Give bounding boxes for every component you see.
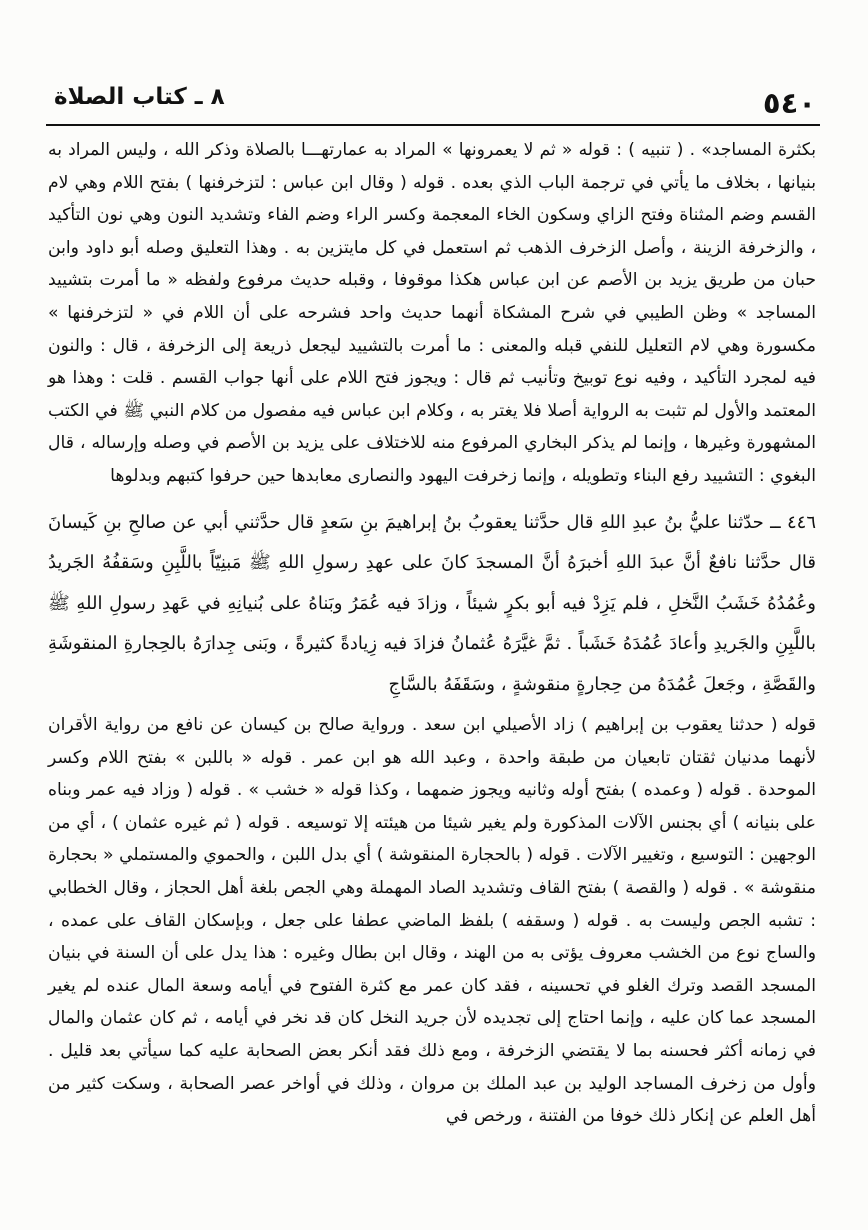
commentary-paragraph: بكثرة المساجد» . ( تنبيه ) : قوله « ثم لا يعمرونها » المراد به عمارتهـــا بالصلاة وذكر الله ، وليس المراد به بنيانها ، بخلاف ما يأتي في ترجمة الباب الذي بعده . قوله ( وقال ابن عباس : لتزخرفنها ) بفتح اللام وهي لام القسم وضم المثناة وفتح الزاي وسكون الخاء المعجمة وكسر الراء وضم الفاء وتشديد النون وهي نون التأكيد ، والزخرفة الزينة ، وأصل الزخرف الذهب ثم استعمل في كل مايتزين به . وهذا التعليق وصله أبو داود وابن حبان من طريق يزيد بن الأصم عن ابن عباس هكذا موقوفا ، وقبله حديث مرفوع ولفظه « ما أمرت بتشييد المساجد » وظن الطيبي في شرح المشكاة أنهما حديث واحد فشرحه على أن اللام في « لتزخرفنها » مكسورة وهي لام التعليل للنفي قبله والمعنى : ما أمرت بالتشييد ليجعل ذريعة إلى الزخرفة ، قال : والنون فيه لمجرد التأكيد ، وفيه نوع توبيخ وتأنيب ثم قال : ويجوز فتح اللام على أنها جواب القسم . قلت : وهذا هو المعتمد والأول لم تثبت به الرواية أصلا فلا يغتر به ، وكلام ابن عباس فيه مفصول من كلام النبي ﷺ في الكتب المشهورة وغيرها ، وإنما لم يذكر البخاري المرفوع منه للاختلاف على يزيد بن الأصم في وصله وإرساله ، قال البغوي : التشييد رفع البناء وتطويله ، وإنما زخرفت اليهود والنصارى معابدها حين حرفوا كتبهم وبدلوها [48, 140, 816, 486]
body-text [48, 134, 816, 1150]
chapter-title: ٨ ـ كتاب الصلاة [54, 84, 225, 110]
hadith-paragraph: ٤٤٦ ــ حدّثنا عليُّ بنُ عبدِ اللهِ قال حدَّثنا يعقوبُ بنُ إبراهيمَ بنِ سَعدٍ قال حدَّثني أبي عن صالحِ بنِ كَيسانَ قال حدَّثنا نافعٌ أنَّ عبدَ اللهِ أخبرَهُ أنَّ المسجدَ كانَ على عهدِ رسولِ اللهِ ﷺ مَبنِيّاً باللَّبِنِ وسَقفُهُ الجَريدُ وعُمُدُهُ خَشَبُ النَّخلِ ، فلم يَزِدْ فيه أبو بكرٍ شيئاً ، وزادَ فيه عُمَرُ وبَناهُ على بُنيانِهِ في عَهدِ رسولِ اللهِ ﷺ باللَّبِنِ والجَريدِ وأعادَ عُمُدَهُ خَشَباً . ثمَّ غيَّرَهُ عُثمانُ فزادَ فيه زِيادةً كثيرةً ، وبَنى جِدارَهُ بالحِجارةِ المنقوشَةِ والقَصَّةِ ، وجَعلَ عُمُدَهُ من حِجارةٍ منقوشةٍ ، وسَقَفَهُ بالسَّاجِ [48, 511, 816, 695]
header-divider [46, 124, 820, 126]
page-number: ٥٤٠ [762, 86, 816, 120]
page-header [50, 78, 816, 124]
commentary-paragraph: قوله ( حدثنا يعقوب بن إبراهيم ) زاد الأصيلي ابن سعد . ورواية صالح بن كيسان عن نافع من رواية الأقران لأنهما مدنيان ثقتان تابعيان من طبقة واحدة ، وعبد الله هو ابن عمر . قوله « باللبن » بفتح اللام وكسر الموحدة . قوله ( وعمده ) بفتح أوله وثانيه ويجوز ضمهما ، وكذا قوله « خشب » . قوله ( وزاد فيه عمر وبناه على بنيانه ) أي بجنس الآلات المذكورة ولم يغير شيئا من هيئته إلا توسيعه . قوله ( ثم غيره عثمان ) ، أي من الوجهين : التوسيع ، وتغيير الآلات . قوله ( بالحجارة المنقوشة ) أي بدل اللبن ، والحموي والمستملي « بحجارة منقوشة » . قوله ( والقصة ) بفتح القاف وتشديد الصاد المهملة وهي الجص بلغة أهل الحجاز ، وقال الخطابي : تشبه الجص وليست به . قوله ( وسقفه ) بلفظ الماضي عطفا على جعل ، وبإسكان القاف على عمده ، والساج نوع من الخشب معروف يؤتى به من الهند ، وقال ابن بطال وغيره : هذا يدل على أن السنة في بنيان المسجد القصد وترك الغلو في تحسينه ، فقد كان عمر مع كثرة الفتوح في أيامه وسعة المال عنده لم يغير المسجد عما كان عليه ، وإنما احتاج إلى تجديده لأن جريد النخل كان قد نخر في أيامه ، ثم كان عثمان والمال في زمانه أكثر فحسنه بما لا يقتضي الزخرفة ، ومع ذلك فقد أنكر بعض الصحابة عليه كما سيأتي بعد قليل . وأول من زخرف المساجد الوليد بن عبد الملك بن مروان ، وذلك في أواخر عصر الصحابة ، وسكت كثير من أهل العلم عن إنكار ذلك خوفا من الفتنة ، ورخص في [48, 715, 816, 1127]
